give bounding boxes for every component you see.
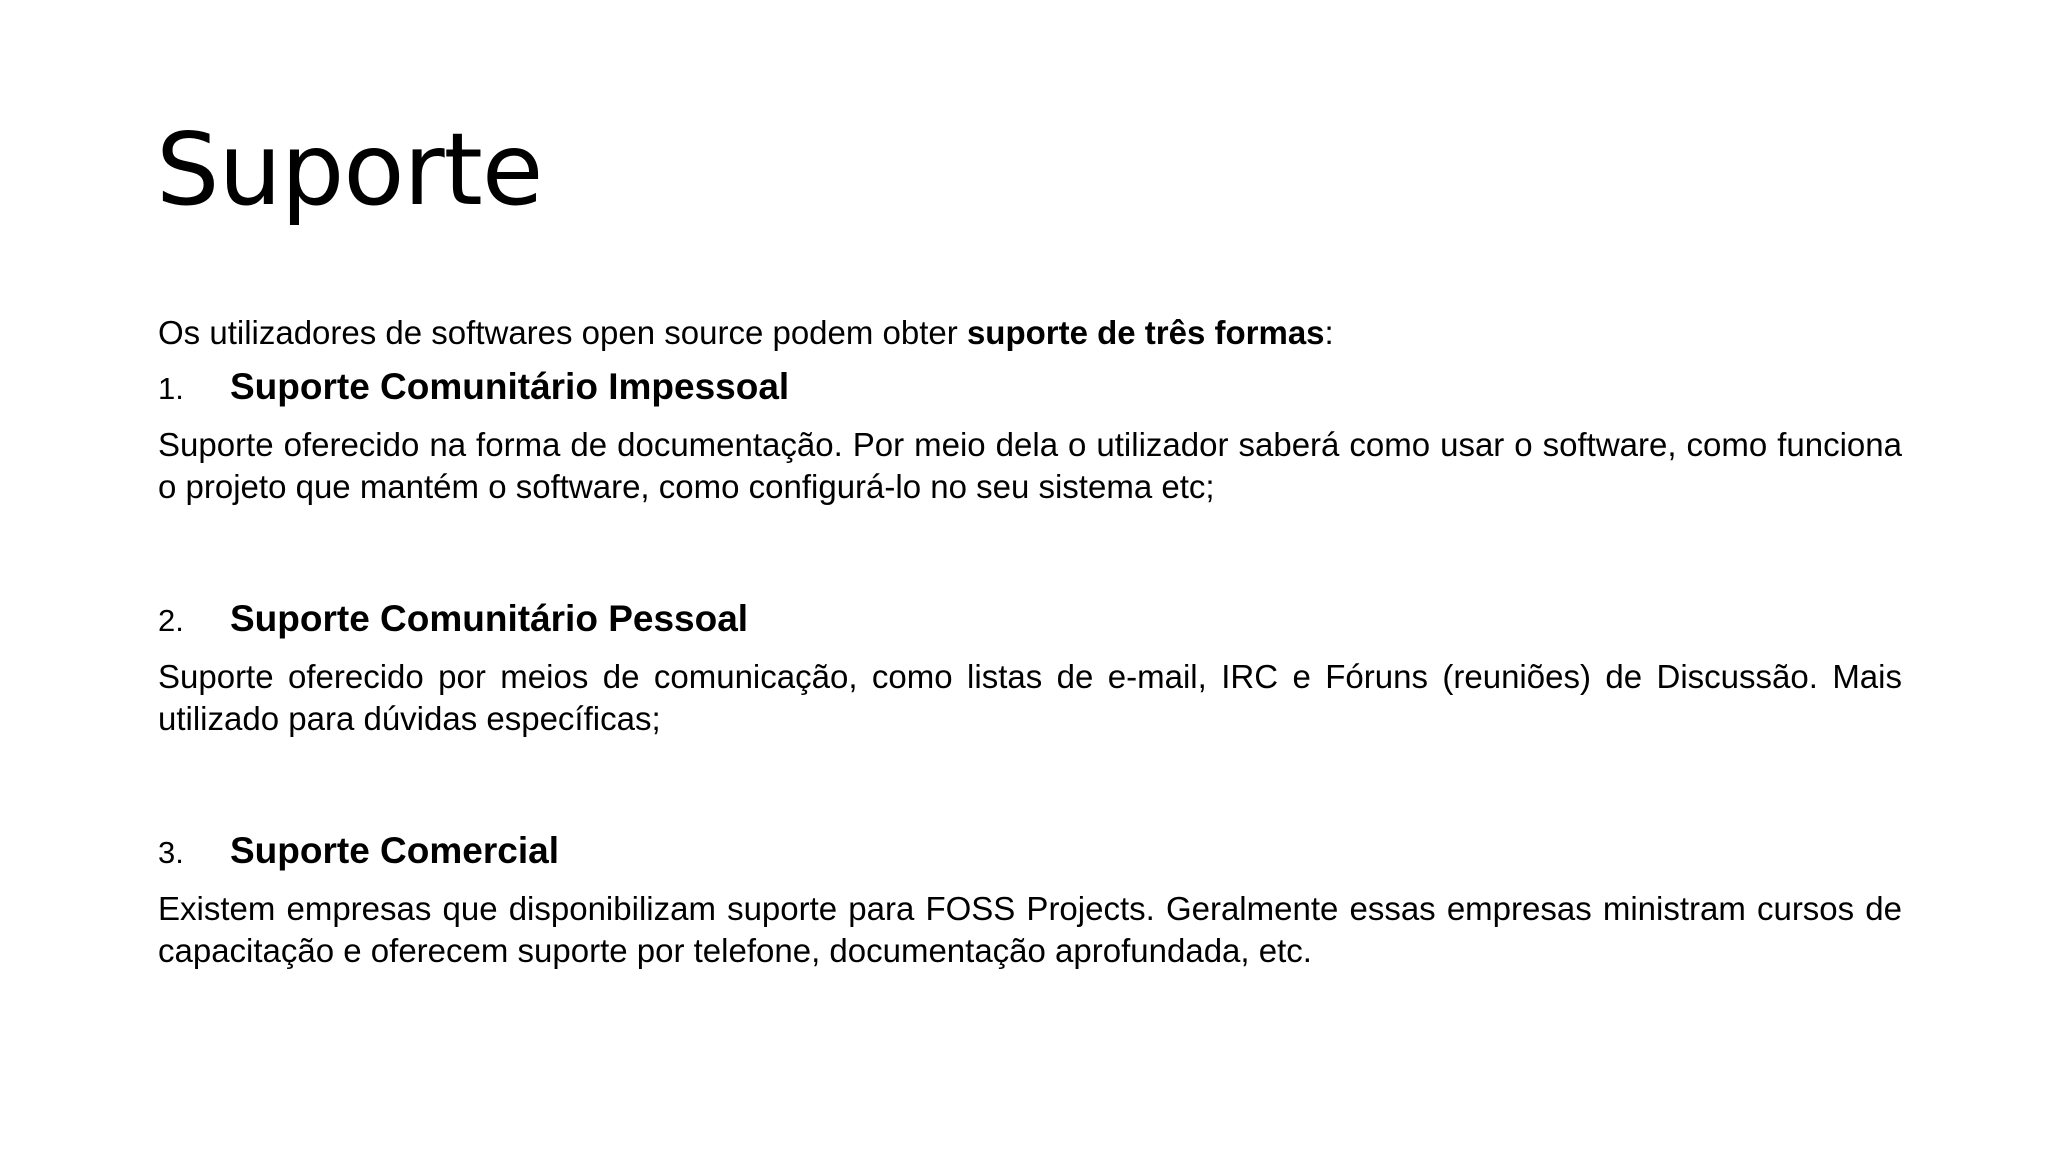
item-heading: [158, 366, 1902, 410]
intro-text: Os utilizadores de softwares open source podem obter: [158, 314, 967, 351]
item-description: Suporte oferecido por meios de comunicação, como listas de e-mail, IRC e Fóruns (reuniões) de Discussão. Mais utilizado para dúvidas específicas;: [158, 658, 1902, 737]
item-title: Suporte Comunitário Impessoal: [230, 366, 790, 407]
item-title: Suporte Comercial: [230, 830, 559, 871]
item-number: 1.: [158, 371, 184, 406]
item-number: 3.: [158, 835, 184, 870]
slide-content: [158, 312, 1902, 972]
list-item-2: [158, 598, 1902, 740]
intro-paragraph: [158, 312, 1902, 354]
list-item-3: [158, 830, 1902, 972]
intro-bold-text: suporte de três formas: [966, 314, 1325, 351]
spacer: [158, 508, 1902, 598]
item-heading: [158, 598, 1902, 642]
item-title: Suporte Comunitário Pessoal: [230, 598, 749, 639]
item-heading: [158, 830, 1902, 874]
slide-title: Suporte: [156, 111, 543, 228]
item-description: Existem empresas que disponibilizam suporte para FOSS Projects. Geralmente essas empresas ministram cursos de capacitação e oferecem suporte por telefone, documentação aprofundada, etc.: [158, 890, 1902, 969]
spacer: [158, 740, 1902, 830]
intro-text-end: :: [1324, 314, 1334, 351]
list-item-1: [158, 366, 1902, 508]
item-number: 2.: [158, 603, 184, 638]
item-description: Suporte oferecido na forma de documentação. Por meio dela o utilizador saberá como usar o software, como funciona o projeto que mantém o software, como configurá-lo no seu sistema etc;: [158, 426, 1902, 505]
